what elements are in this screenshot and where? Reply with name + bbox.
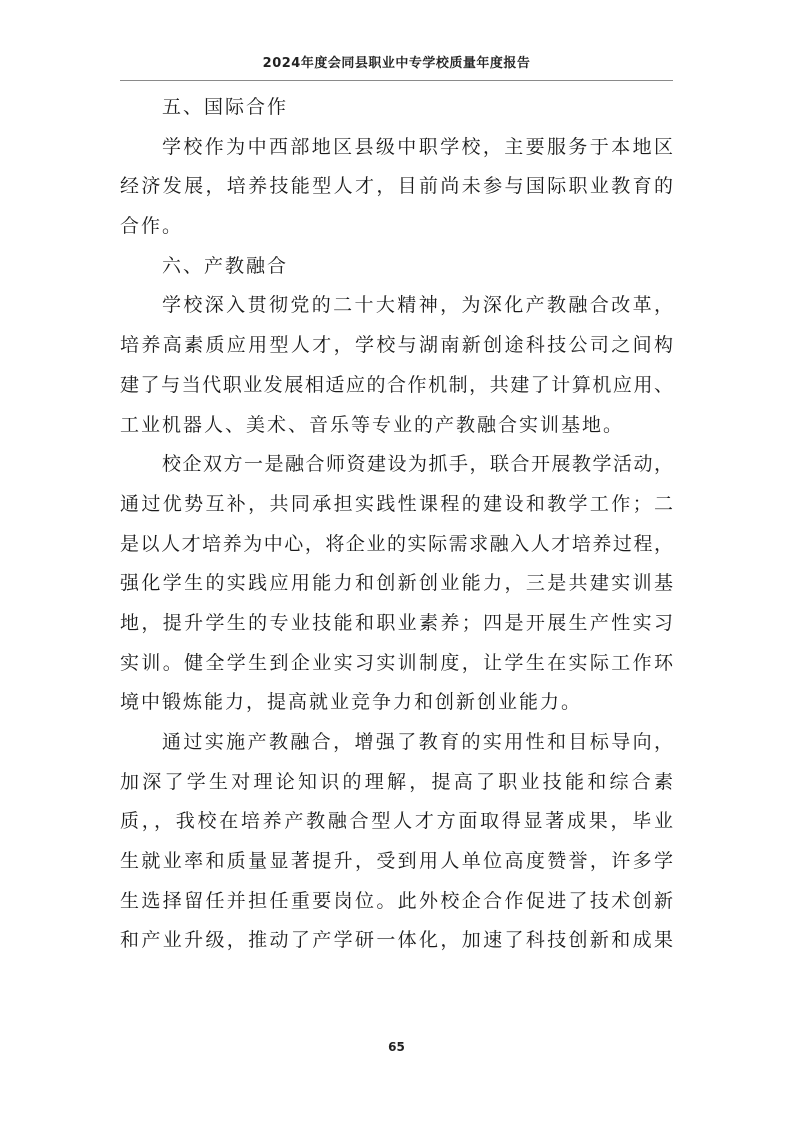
paragraph-line: 经济发展，培养技能型人才，目前尚未参与国际职业教育的: [120, 175, 673, 198]
paragraph-line: 生选择留任并担任重要岗位。此外校企合作促进了技术创新: [120, 889, 673, 912]
paragraph-line: 学校作为中西部地区县级中职学校，主要服务于本地区: [162, 135, 673, 158]
paragraph-line: 培养高素质应用型人才，学校与湖南新创途科技公司之间构: [120, 334, 673, 357]
paragraph-line: 加深了学生对理论知识的理解，提高了职业技能和综合素: [120, 770, 673, 793]
section-heading-industry-education: 六、产教融合: [162, 254, 289, 277]
header-divider: [120, 80, 673, 81]
paragraph-line: 生就业率和质量显著提升，受到用人单位高度赞誉，许多学: [120, 850, 673, 873]
paragraph-international-cooperation: [120, 128, 673, 247]
paragraph-line: 通过优势互补，共同承担实践性课程的建设和教学工作；二: [120, 492, 673, 515]
paragraph-line: 是以人才培养为中心，将企业的实际需求融入人才培养过程，: [120, 532, 673, 555]
paragraph-line: 质，，我校在培养产教融合型人才方面取得显著成果，毕业: [120, 810, 673, 833]
paragraph-line: 学校深入贯彻党的二十大精神，为深化产教融合改革，: [162, 294, 673, 317]
paragraph-line: 地，提升学生的专业技能和职业素养；四是开展生产性实习: [120, 611, 673, 634]
section-heading-international-cooperation: 五、国际合作: [162, 96, 289, 118]
paragraph-line: 和产业升级，推动了产学研一体化，加速了科技创新和成果: [120, 929, 673, 952]
document-body: [120, 88, 673, 961]
paragraph-line: 强化学生的实践应用能力和创新创业能力，三是共建实训基: [120, 572, 673, 595]
paragraph-line: 实训。健全学生到企业实习实训制度，让学生在实际工作环: [120, 651, 673, 674]
page-header-title: 2024年度会同县职业中专学校质量年度报告: [262, 56, 531, 71]
paragraph-line: 工业机器人、美术、音乐等专业的产教融合实训基地。: [120, 413, 625, 436]
paragraph-line: 建了与当代职业发展相适应的合作机制，共建了计算机应用、: [120, 373, 673, 396]
paragraph-line: 合作。: [120, 215, 184, 238]
paragraph-line: 境中锻炼能力，提高就业竞争力和创新创业能力。: [120, 691, 583, 714]
paragraph-outcomes: [120, 723, 673, 961]
page-number: 65: [388, 1040, 405, 1054]
paragraph-line: 校企双方一是融合师资建设为抓手，联合开展教学活动，: [162, 453, 673, 476]
paragraph-industry-education-intro: [120, 286, 673, 445]
paragraph-line: 通过实施产教融合，增强了教育的实用性和目标导向，: [162, 731, 673, 754]
paragraph-school-enterprise-measures: [120, 445, 673, 723]
